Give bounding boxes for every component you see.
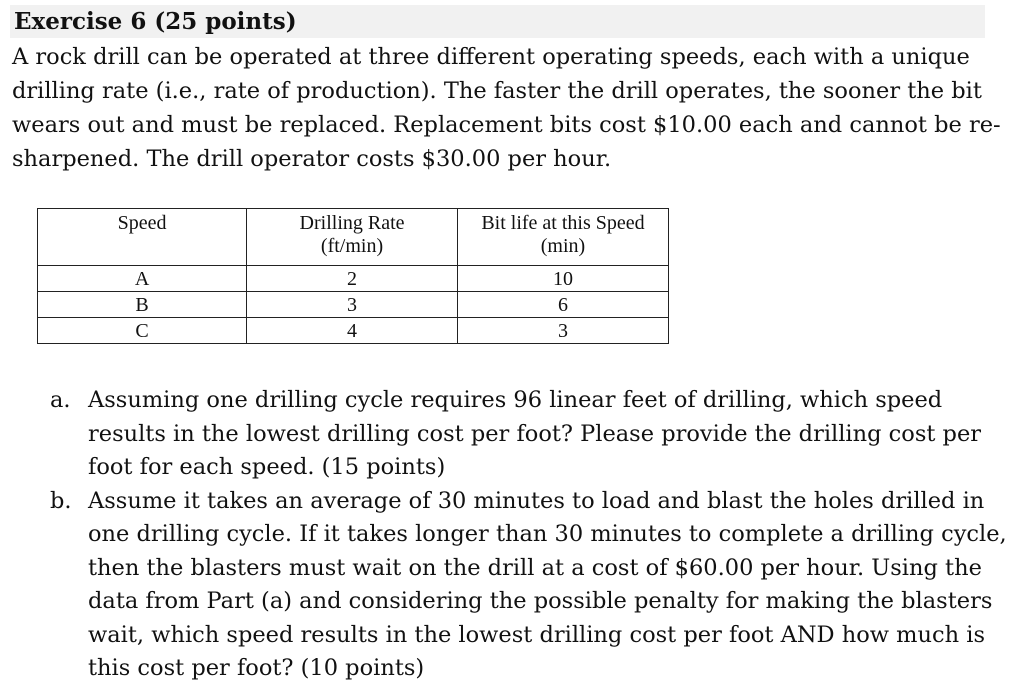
question-line: data from Part (a) and considering the possible penalty for making the blasters	[88, 588, 993, 614]
question-line: Assuming one drilling cycle requires 96 linear feet of drilling, which speed	[88, 387, 943, 413]
question-line: one drilling cycle. If it takes longer than 30 minutes to complete a drilling cycle,	[88, 521, 1007, 547]
cell-rate: 4	[247, 318, 458, 344]
cell-speed: A	[38, 266, 247, 292]
table-row	[38, 266, 669, 292]
table-row	[38, 292, 669, 318]
speed-table	[37, 208, 669, 344]
question-list	[50, 384, 1007, 686]
header-speed	[38, 209, 247, 266]
question-b	[50, 485, 1007, 686]
question-marker: a.	[50, 387, 71, 413]
cell-life: 10	[457, 266, 668, 292]
header-bit-life	[457, 209, 668, 266]
table-row	[38, 318, 669, 344]
cell-life: 6	[457, 292, 668, 318]
intro-paragraph	[12, 40, 1002, 176]
question-line: then the blasters must wait on the drill at a cost of $60.00 per hour. Using the	[88, 554, 982, 581]
cell-life: 3	[457, 318, 668, 344]
intro-line: sharpened. The drill operator costs $30.00 per hour.	[12, 146, 612, 172]
question-a	[50, 384, 980, 485]
header-life-line2: (min)	[540, 235, 586, 257]
header-rate-line2: (ft/min)	[320, 235, 384, 257]
cell-rate: 2	[247, 266, 458, 292]
question-line: results in the lowest drilling cost per foot? Please provide the drilling cost per	[88, 420, 982, 447]
question-line: this cost per foot? (10 points)	[88, 655, 425, 681]
header-speed-label: Speed	[117, 212, 167, 234]
question-marker: b.	[50, 487, 72, 514]
cell-rate: 3	[247, 292, 458, 318]
intro-line: A rock drill can be operated at three different operating speeds, each with a unique	[12, 44, 970, 70]
question-line: Assume it takes an average of 30 minutes to load and blast the holes drilled in	[88, 487, 985, 514]
table-header-row	[38, 209, 669, 266]
exercise-heading: Exercise 6 (25 points)	[14, 8, 297, 35]
cell-speed: C	[38, 318, 247, 344]
header-life-line1: Bit life at this Speed	[481, 212, 645, 234]
question-line: wait, which speed results in the lowest drilling cost per foot AND how much is	[88, 621, 985, 648]
intro-line: wears out and must be replaced. Replacement bits cost $10.00 each and cannot be re-	[12, 112, 1001, 138]
question-line: foot for each speed. (15 points)	[88, 454, 446, 480]
cell-speed: B	[38, 292, 247, 318]
header-rate-line1: Drilling Rate	[299, 212, 405, 234]
intro-line: drilling rate (i.e., rate of production). The faster the drill operates, the sooner the bit	[12, 78, 982, 104]
header-drilling-rate	[247, 209, 458, 266]
